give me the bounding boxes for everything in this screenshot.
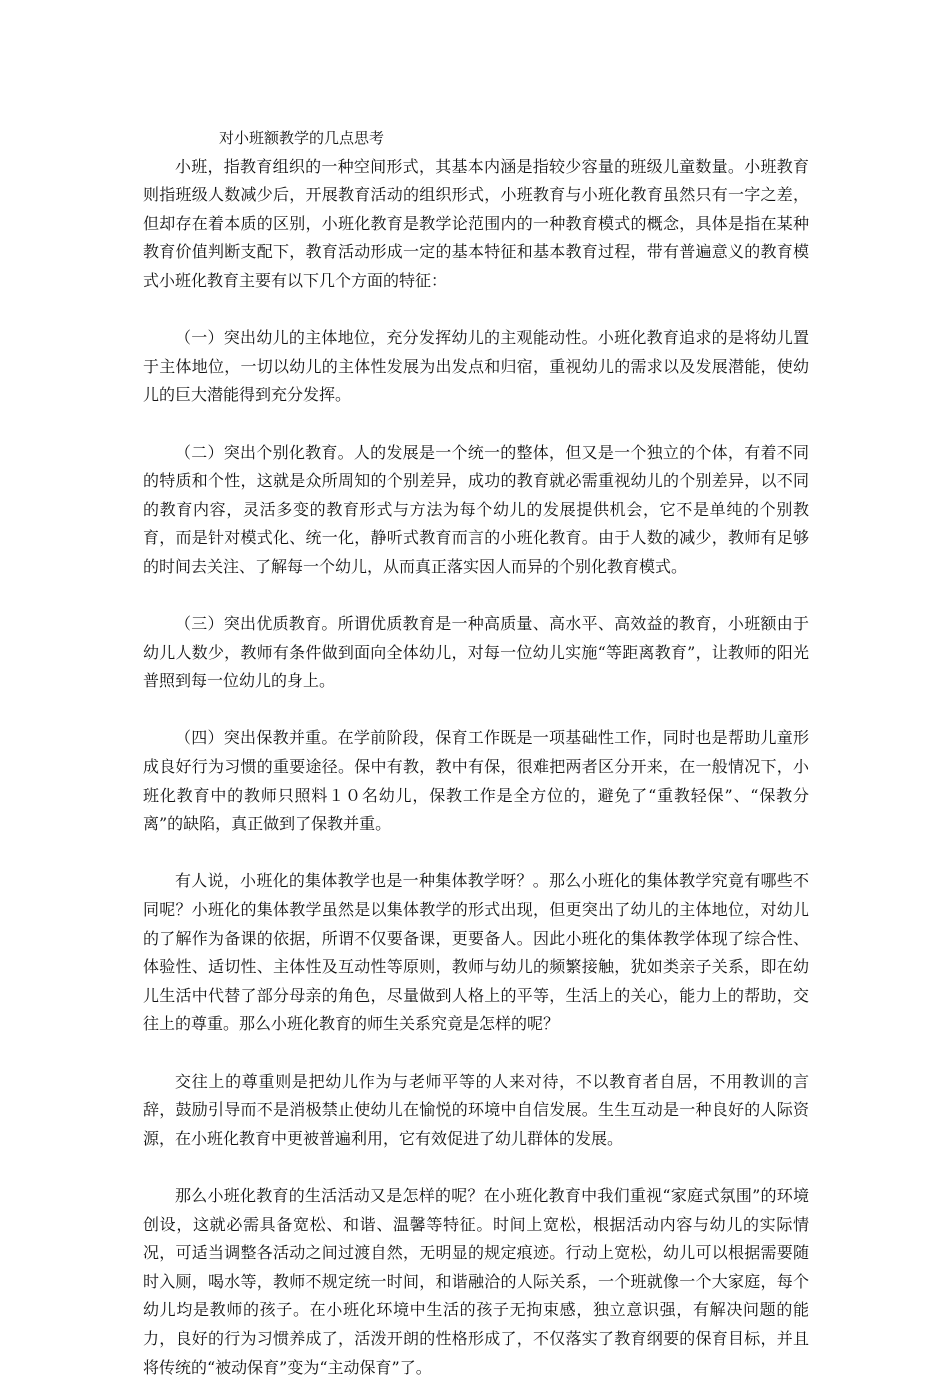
paragraph-feature-2: （二）突出个别化教育。人的发展是一个统一的整体，但又是一个独立的个体，有着不同的特质和个性，这就是众所周知的个别差异，成功的教育就必需重视幼儿的个别差异，以不同的教育内容，灵活多变的教育形式与方法为每个幼儿的发展提供机会，它不是单纯的个别教育，而是针对模式化、统一化，静听式教育而言的小班化教育。由于人数的减少，教师有足够的时间去关注、了解每一个幼儿，从而真正落实因人而异的个别化教育模式。 [143, 442, 809, 576]
paragraph-feature-3: （三）突出优质教育。所谓优质教育是一种高质量、高水平、高效益的教育，小班额由于幼儿人数少，教师有条件做到面向全体幼儿，对每一位幼儿实施“等距离教育”，让教师的阳光普照到每一位幼儿的身上。 [143, 614, 809, 691]
paragraph-feature-4: （四）突出保教并重。在学前阶段，保育工作既是一项基础性工作，同时也是帮助儿童形成良好行为习惯的重要途径。保中有教，教中有保，很难把两者区分开来，在一般情况下，小班化教育中的教师只照料１０名幼儿，保教工作是全方位的，避免了“重教轻保”、“保教分离”的缺陷，真正做到了保教并重。 [143, 728, 809, 834]
document-title: 对小班额教学的几点思考 [219, 129, 385, 147]
paragraph-daily-life: 那么小班化教育的生活活动又是怎样的呢？在小班化教育中我们重视“家庭式氛围”的环境创设，这就必需具备宽松、和谐、温馨等特征。时间上宽松，根据活动内容与幼儿的实际情况，可适当调整各活动之间过渡自然，无明显的规定痕迹。行动上宽松，幼儿可以根据需要随时入厕，喝水等，教师不规定统一时间，和谐融洽的人际关系，一个班就像一个大家庭，每个幼儿均是教师的孩子。在小班化环境中生活的孩子无拘束感，独立意识强，有解决问题的能力，良好的行为习惯养成了，活泼开朗的性格形成了，不仅落实了教育纲要的保育目标，并且将传统的“被动保育”变为“主动保育”了。 [143, 1185, 809, 1377]
document-page [143, 124, 809, 1382]
paragraph-respect: 交往上的尊重则是把幼儿作为与老师平等的人来对待，不以教育者自居，不用教训的言辞，鼓励引导而不是消极禁止使幼儿在愉悦的环境中自信发展。生生互动是一种良好的人际资源，在小班化教育中更被普遍利用，它有效促进了幼儿群体的发展。 [143, 1071, 809, 1148]
paragraph-feature-1: （一）突出幼儿的主体地位，充分发挥幼儿的主观能动性。小班化教育追求的是将幼儿置于主体地位，一切以幼儿的主体性发展为出发点和归宿，重视幼儿的需求以及发展潜能，使幼儿的巨大潜能得到充分发挥。 [143, 328, 809, 405]
paragraph-intro: 小班，指教育组织的一种空间形式，其基本内涵是指较少容量的班级儿童数量。小班教育则指班级人数减少后，开展教育活动的组织形式，小班教育与小班化教育虽然只有一字之差，但却存在着本质的区别，小班化教育是教学论范围内的一种教育模式的概念，具体是指在某种教育价值判断支配下，教育活动形成一定的基本特征和基本教育过程，带有普遍意义的教育模式小班化教育主要有以下几个方面的特征： [143, 156, 809, 290]
paragraph-collective-teaching: 有人说，小班化的集体教学也是一种集体教学呀？。那么小班化的集体教学究竟有哪些不同呢？小班化的集体教学虽然是以集体教学的形式出现，但更突出了幼儿的主体地位，对幼儿的了解作为备课的依据，所谓不仅要备课，更要备人。因此小班化的集体教学体现了综合性、体验性、适切性、主体性及互动性等原则，教师与幼儿的频繁接触，犹如类亲子关系，即在幼儿生活中代替了部分母亲的角色，尽量做到人格上的平等，生活上的关心，能力上的帮助，交往上的尊重。那么小班化教育的师生关系究竟是怎样的呢？ [143, 871, 809, 1034]
